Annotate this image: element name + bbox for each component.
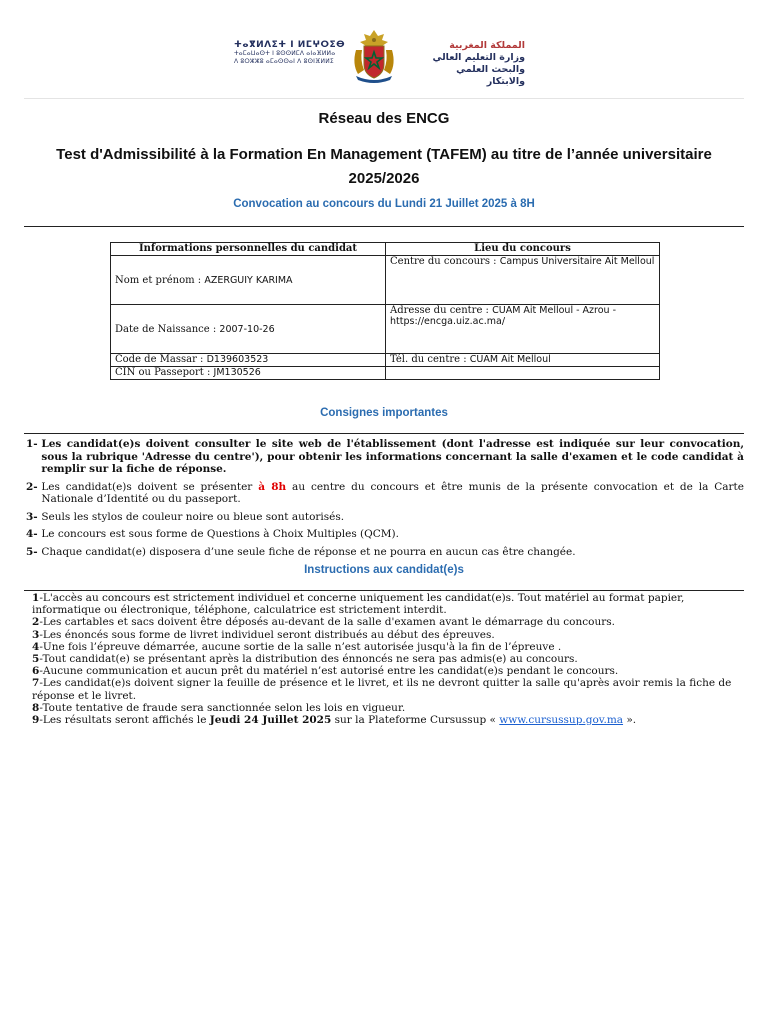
table-header-row: [111, 243, 660, 256]
rule-number: 1-: [26, 438, 42, 450]
col-header-exam-location: Lieu du concours: [386, 243, 660, 256]
list-item: [26, 481, 744, 506]
instruction-number: 6: [32, 665, 40, 678]
col-header-personal-info: Informations personnelles du candidat: [111, 243, 386, 256]
rule-text: Le concours est sous forme de Questions à Choix Multiples (QCM).: [41, 528, 399, 540]
instruction-text: -Aucune communication et aucun prêt du matériel n’est autorisé entre les candidat(e)s pendant le concours.: [39, 665, 619, 678]
instruction-number: 5: [32, 653, 40, 666]
instruction-number: 9: [32, 714, 40, 727]
cin-label: CIN ou Passeport :: [115, 367, 214, 378]
centre-cell: [386, 256, 660, 305]
consignes-list: [26, 438, 744, 563]
instruction-number: 8: [32, 701, 40, 714]
rule-number: 5-: [26, 545, 42, 558]
instruction-number: 1: [32, 592, 40, 604]
cin-value: JM130526: [213, 367, 261, 378]
instruction-text: -Les résultats seront affichés le: [39, 714, 210, 727]
rule2-before: Les candidat(e)s doivent se présenter: [41, 480, 259, 493]
moroccan-coat-of-arms-icon: [348, 28, 400, 84]
instructions-list: [32, 592, 744, 726]
tifinagh-kingdom: ⵜⴰⴳⵍⴷⵉⵜ ⵏ ⵍⵎⵖⵔⵉⴱ: [234, 40, 346, 50]
instruction-text: -Toute tentative de fraude sera sanctionnée selon les lois en vigueur.: [39, 701, 406, 714]
list-item: [32, 677, 744, 701]
tifinagh-ministry-name: [234, 40, 346, 66]
header-divider: [24, 98, 744, 99]
instruction-text: -Les énoncés sous forme de livret individuel seront distribués au début des épreuves.: [39, 628, 495, 641]
arabic-ministry-name: [415, 40, 525, 88]
table-row: [111, 354, 660, 367]
centre-label: Centre du concours :: [390, 256, 500, 267]
list-item: [32, 641, 744, 653]
dob-cell: [111, 305, 386, 354]
list-item: [26, 438, 744, 476]
arabic-kingdom: المملكة المغربية: [449, 40, 525, 51]
address-cell: [386, 305, 660, 354]
instruction-number: 3: [32, 628, 40, 641]
instruction-text: -Les candidat(e)s doivent signer la feuille de présence et le livret, et ils ne devront quitter la salle qu'après avoir remis la fiche de réponse et le livret.: [32, 677, 732, 702]
instructions-divider: [24, 590, 744, 591]
table-row: [111, 256, 660, 305]
instruction-number: 7: [32, 677, 40, 690]
consignes-divider: [24, 433, 744, 434]
rule-text: Chaque candidat(e) disposera d’une seule fiche de réponse et ne pourra en aucun cas être changée.: [41, 545, 576, 558]
name-cell: [111, 256, 386, 305]
dob-value: 2007-10-26: [219, 323, 275, 335]
dob-label: Date de Naissance :: [115, 323, 220, 335]
massar-value: D139603523: [206, 354, 269, 365]
cursussup-link[interactable]: www.cursussup.gov.ma: [499, 714, 624, 727]
list-item: [32, 665, 744, 677]
header: [0, 22, 768, 86]
name-label: Nom et prénom :: [115, 274, 205, 286]
list-item: [32, 714, 744, 726]
table-row: [111, 367, 660, 380]
centre-value: Campus Universitaire Ait Melloul: [499, 256, 655, 267]
table-row: [111, 305, 660, 354]
cin-cell: [111, 367, 386, 380]
test-title: Test d'Admissibilité à la Formation En Management (TAFEM) au titre de l’année universitaire 2025/2026: [56, 146, 712, 187]
network-title: Réseau des ENCG: [318, 110, 450, 127]
instruction-text: -L'accès au concours est strictement individuel et concerne uniquement les candidat(e)s. Tout matériel au format papier, informatique ou électronique, téléphone, calculatrice est strictement interdit.: [32, 592, 685, 617]
list-item: [32, 629, 744, 641]
instruction-number: 4: [32, 640, 40, 653]
list-item: [32, 702, 744, 714]
tifinagh-ministry-line1: ⵜⴰⵎⴰⵡⴰⵙⵜ ⵏ ⵓⵙⵙⵍⵎⴷ ⴰⵏⴰⴼⵍⵍⴰ: [234, 50, 336, 57]
list-item: [32, 653, 744, 665]
name-value: AZERGUIY KARIMA: [204, 274, 293, 286]
rule-number: 3-: [26, 510, 42, 523]
tel-cell: [386, 354, 660, 367]
instruction-text: -Une fois l’épreuve démarrée, aucune sortie de la salle n’est autorisée jusqu'à la fin de l’épreuve .: [39, 640, 562, 653]
tifinagh-ministry-line2: ⴷ ⵓⵔⵣⵣⵓ ⴰⵎⴰⵙⵙⴰⵏ ⴷ ⵓⵙⵏⴼⵍⵍⵉ: [234, 58, 334, 65]
rule-number: 4-: [26, 528, 42, 540]
instruction-text-mid: sur la Plateforme Cursussup «: [331, 714, 500, 727]
address-value: CUAM Ait Melloul - Azrou - https://encga.uiz.ac.ma/: [390, 305, 617, 327]
rule2-time: à 8h: [258, 480, 287, 493]
instructions-title: Instructions aux candidat(e)s: [304, 564, 464, 576]
arabic-ministry-line1: وزارة التعليم العالي: [432, 52, 525, 63]
list-item: [26, 528, 744, 541]
empty-cell: [386, 367, 660, 380]
list-item: [32, 592, 744, 616]
arabic-ministry-line2: والبحث العلمي والابتكار: [456, 64, 525, 87]
rule-number: 2-: [26, 480, 42, 493]
massar-label: Code de Massar :: [115, 354, 207, 365]
address-label: Adresse du centre :: [390, 305, 493, 316]
list-item: [32, 616, 744, 628]
rule-text: Seuls les stylos de couleur noire ou bleue sont autorisés.: [41, 510, 345, 523]
rule-text: [41, 481, 744, 506]
rule2-after: au centre du concours et être munis de la présente convocation et de la Carte Nationale d’Identité ou du passeport.: [41, 480, 744, 505]
massar-cell: [111, 354, 386, 367]
tel-value: CUAM Ait Melloul: [469, 354, 551, 365]
instruction-text-end: ».: [623, 714, 637, 727]
list-item: [26, 546, 744, 559]
candidate-info-table: [110, 242, 660, 380]
results-date: Jeudi 24 Juillet 2025: [209, 714, 332, 727]
consignes-title: Consignes importantes: [320, 407, 448, 419]
tel-label: Tél. du centre :: [390, 354, 470, 365]
instruction-text: -Les cartables et sacs doivent être déposés au-devant de la salle d'examen avant le démarrage du concours.: [39, 616, 615, 629]
instruction-number: 2: [32, 616, 40, 629]
rule-text: Les candidat(e)s doivent consulter le site web de l'établissement (dont l'adresse est indiquée sur leur convocation, sous la rubrique 'Adresse du centre'), pour obtenir les informations concernant la salle d'examen et le code candidat à remplir sur la fiche de réponse.: [41, 438, 744, 475]
list-item: [26, 511, 744, 524]
instruction-text: -Tout candidat(e) se présentant après la distribution des énnoncés ne sera pas admis(e) au concours.: [39, 653, 578, 666]
title-divider: [24, 226, 744, 227]
convocation-subtitle: Convocation au concours du Lundi 21 Juillet 2025 à 8H: [233, 198, 535, 210]
